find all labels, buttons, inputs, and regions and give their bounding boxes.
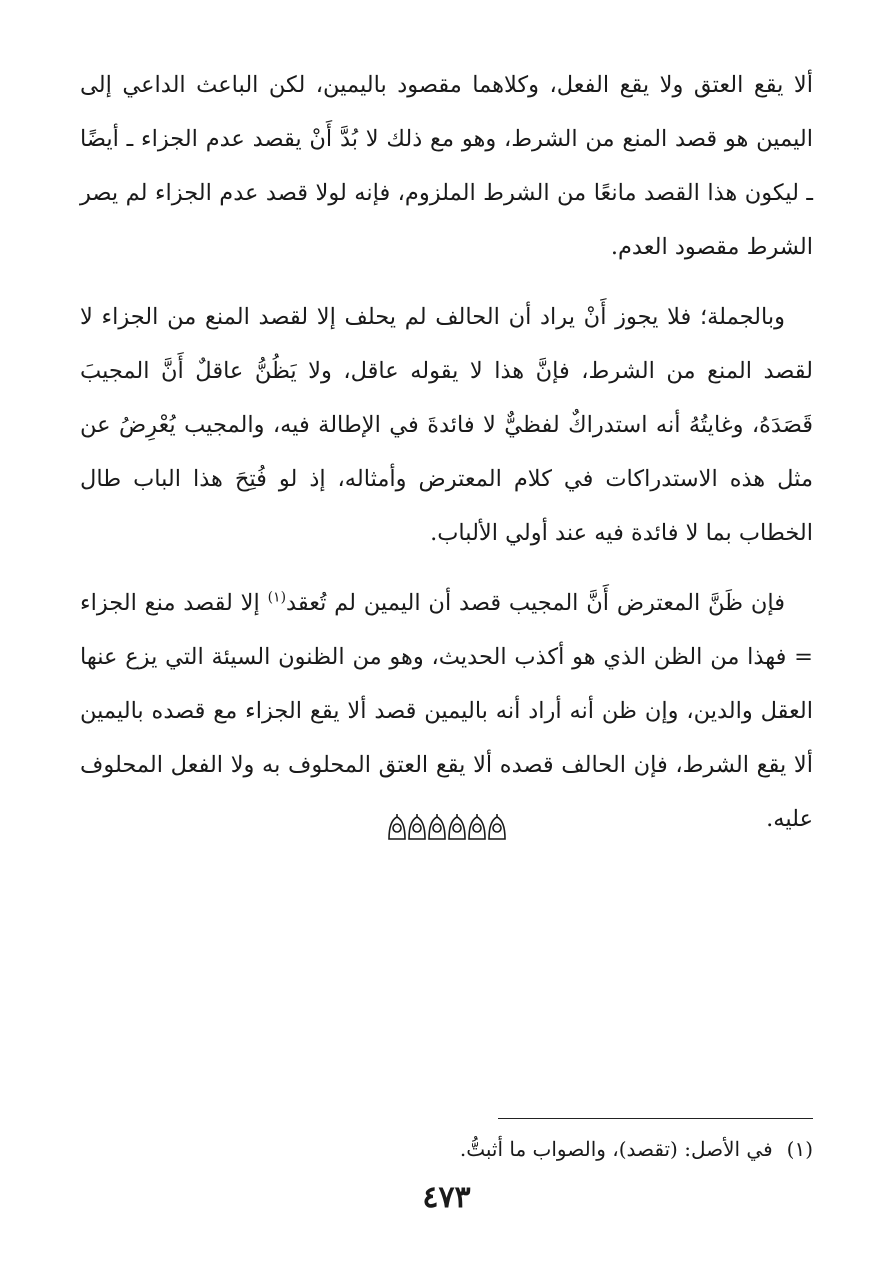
floral-ornament-icon	[0, 812, 893, 842]
paragraph-1: ألا يقع العتق ولا يقع الفعل، وكلاهما مقصود باليمين، لكن الباعث الداعي إلى اليمين هو قصد المنع من الشرط، وهو مع ذلك لا بُدَّ أَنْ يقصد عدم الجزاء ـ أيضًا ـ ليكون هذا القصد مانعًا من الشرط الملزوم، فإنه لولا قصد عدم الجزاء لم يصر الشرط مقصود العدم.	[80, 72, 813, 260]
footnote-reference[interactable]: (١)	[267, 589, 287, 606]
paragraph-3-text-b: إلا لقصد منع الجزاء = فهذا من الظن الذي هو أكذب الحديث، وهو من الظنون السيئة التي يزع عنها العقل والدين، وإن ظن أنه أراد أنه باليمين قصد ألا يقع الجزاء مع قصده باليمين ألا يقع الشرط، فإن الحالف قصده ألا يقع العتق المحلوف به ولا الفعل المحلوف عليه.	[80, 590, 813, 832]
footnote-separator	[498, 1118, 813, 1119]
footnote-number: (١)	[786, 1137, 813, 1161]
footnote	[80, 1134, 813, 1164]
paragraph-3	[80, 576, 813, 846]
main-text	[80, 58, 813, 846]
footnote-text: في الأصل: (تقصد)، والصواب ما أثبتُّ.	[459, 1137, 773, 1161]
page-number: ٤٧٣	[422, 1180, 471, 1215]
paragraph-2: وبالجملة؛ فلا يجوز أَنْ يراد أن الحالف لم يحلف إلا لقصد المنع من الجزاء لا لقصد المنع من الشرط، فإنَّ هذا لا يقوله عاقل، ولا يَظُنُّ عاقلٌ أَنَّ المجيبَ قَصَدَهُ، وغايتُهُ أنه استدراكٌ لفظيٌّ لا فائدةَ في الإطالة فيه، والمجيب يُعْرِضُ عن مثل هذه الاستدراكات في كلام المعترض وأمثاله، إذ لو فُتِحَ هذا الباب طال الخطاب بما لا فائدة فيه عند أولي الألباب.	[80, 304, 813, 546]
paragraph-3-text-a: فإن ظَنَّ المعترض أَنَّ المجيب قصد أن اليمين لم تُعقد	[286, 590, 785, 616]
